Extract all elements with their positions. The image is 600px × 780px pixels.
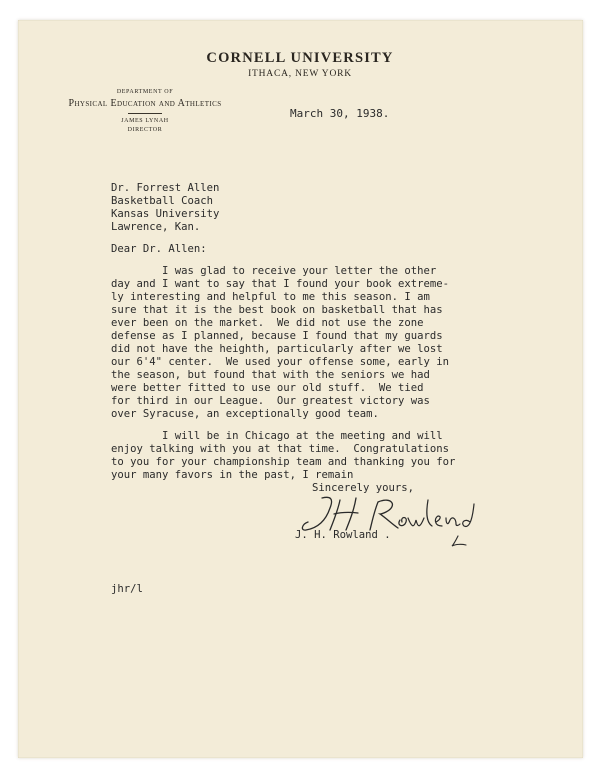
- body-paragraph-1-line-10: were better fitted to use our old stuff. We tied: [111, 382, 424, 394]
- letterhead-city: ITHACA, NEW YORK: [248, 69, 352, 79]
- department-name: Physical Education and Athletics: [68, 98, 222, 109]
- signer-name: J. H. Rowland .: [295, 529, 391, 541]
- body-paragraph-1-line-3: ly interesting and helpful to me this season. I am: [111, 291, 430, 303]
- director-title: DIRECTOR: [127, 127, 163, 133]
- body-paragraph-2-line-4: your many favors in the past, I remain: [111, 469, 354, 481]
- recipient-line-1: Dr. Forrest Allen: [111, 182, 220, 194]
- body-paragraph-2-line-1: I will be in Chicago at the meeting and will: [111, 430, 443, 442]
- closing: Sincerely yours,: [312, 482, 415, 494]
- body-paragraph-1-line-8: our 6'4" center. We used your offense some, early in: [111, 356, 450, 368]
- body-paragraph-1-line-12: over Syracuse, an exceptionally good team.: [111, 408, 379, 420]
- body-paragraph-1-line-1: I was glad to receive your letter the other: [111, 265, 437, 277]
- body-paragraph-1-line-9: the season, but found that with the seniors we had: [111, 369, 430, 381]
- salutation: Dear Dr. Allen:: [111, 243, 207, 255]
- body-paragraph-1-line-5: ever been on the market. We did not use the zone: [111, 317, 424, 329]
- body-paragraph-2-line-2: enjoy talking with you at that time. Congratulations: [111, 443, 450, 455]
- body-paragraph-1-line-6: defense as I planned, because I found that my guards: [111, 330, 443, 342]
- body-paragraph-1-line-7: did not have the heighth, particularly after we lost: [111, 343, 443, 355]
- body-paragraph-1-line-4: sure that it is the best book on basketball that has: [111, 304, 443, 316]
- typist-initials: jhr/l: [111, 583, 143, 595]
- department-label: DEPARTMENT OF: [116, 89, 174, 95]
- letter-date: March 30, 1938.: [290, 107, 390, 120]
- body-paragraph-2-line-3: to you for your championship team and thanking you for: [111, 456, 456, 468]
- body-paragraph-1-line-2: day and I want to say that I found your book extreme-: [111, 278, 450, 290]
- recipient-line-4: Lawrence, Kan.: [111, 221, 201, 233]
- director-name: JAMES LYNAH: [121, 118, 169, 124]
- department-divider: [128, 113, 162, 114]
- letterhead-university: CORNELL UNIVERSITY: [206, 50, 394, 66]
- recipient-line-2: Basketball Coach: [111, 195, 214, 207]
- body-paragraph-1-line-11: for third in our League. Our greatest victory was: [111, 395, 430, 407]
- recipient-line-3: Kansas University: [111, 208, 220, 220]
